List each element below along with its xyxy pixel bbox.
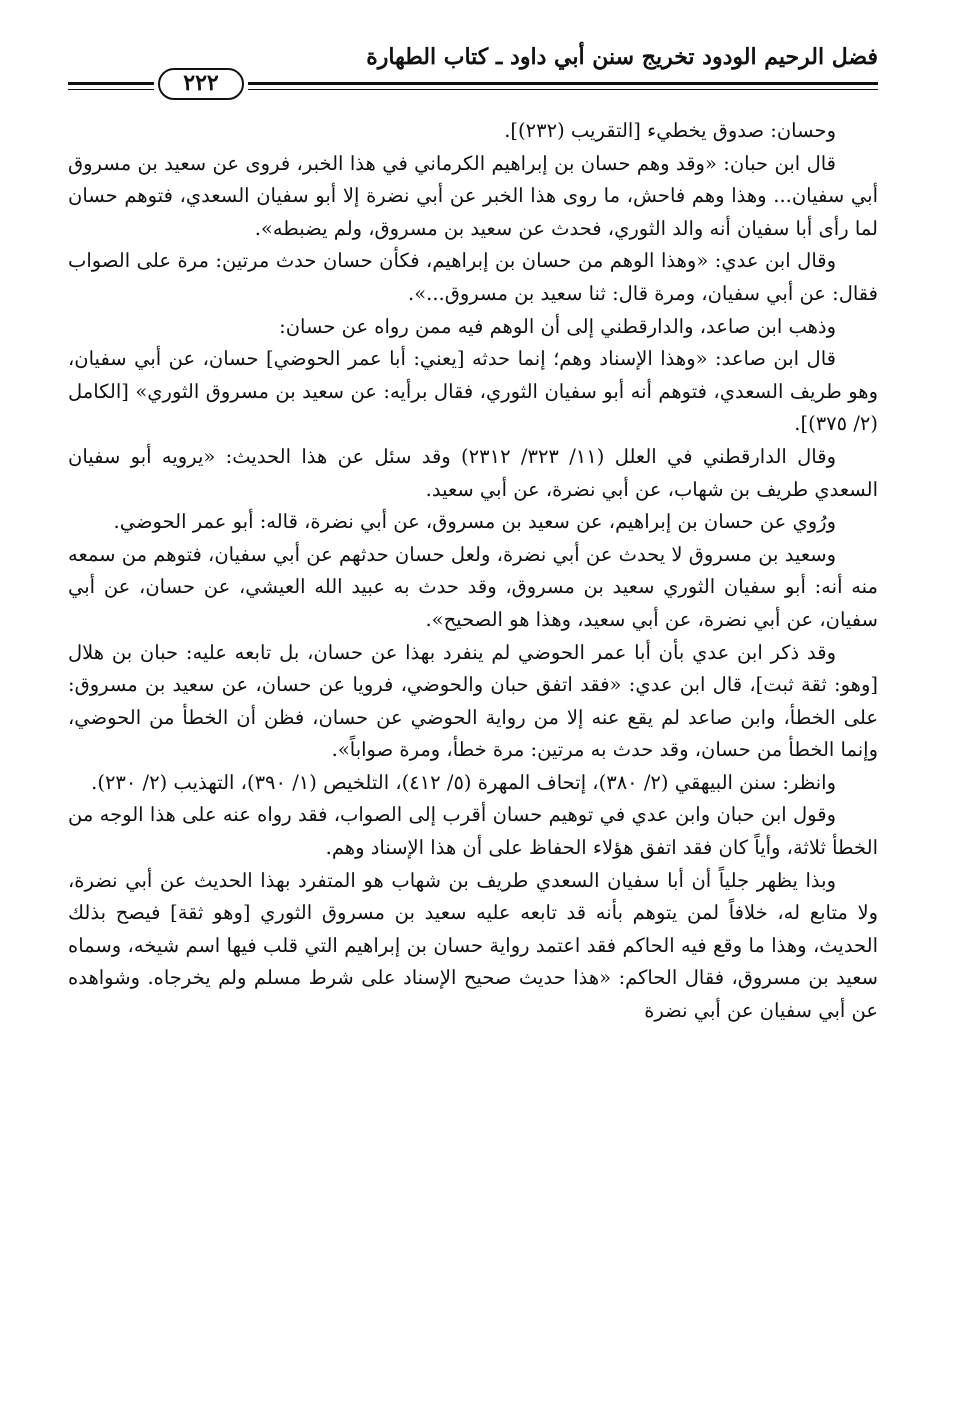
paragraph: وذهب ابن صاعد، والدارقطني إلى أن الوهم فيه ممن رواه عن حسان: [279,314,836,338]
paragraph: قال ابن صاعد: «وهذا الإسناد وهم؛ إنما حدثه [يعني: أبا عمر الحوضي] حسان، عن أبي سفيان، وهو طريف السعدي، فتوهم أنه أبو سفيان الثوري، فقال برأيه: عن سعيد بن مسروق الثوري» [الكامل (٢/ ٣٧٥)]. [68,347,878,436]
paragraph: وانظر: سنن البيهقي (٢/ ٣٨٠)، إتحاف المهرة (٥/ ٤١٢)، التلخيص (١/ ٣٩٠)، التهذيب (٢/ ٢٣٠). [91,770,836,794]
page-number-badge [154,66,248,102]
paragraph: ورُوي عن حسان بن إبراهيم، عن سعيد بن مسروق، عن أبي نضرة، قاله: أبو عمر الحوضي. [113,510,836,534]
paragraph: وقول ابن حبان وابن عدي في توهيم حسان أقرب إلى الصواب، فقد رواه عنه على هذا الوجه من الخطأ ثلاثة، وأياً كان فقد اتفق هؤلاء الحفاظ على أن هذا الإسناد وهم. [68,803,878,860]
paragraph: قال ابن حبان: «وقد وهم حسان بن إبراهيم الكرماني في هذا الخبر، فروى عن سعيد بن مسروق أبي سفيان... وهذا وهم فاحش، ما روى هذا الخبر عن أبي نضرة إلا أبو سفيان السعدي، فتوهم حسان لما رأى أبا سفيان أنه والد الثوري، فحدث عن سعيد بن مسروق، ولم يضبطه». [68,151,878,240]
paragraph: وحسان: صدوق يخطيء [التقريب (٢٣٢)]. [504,119,836,142]
page-header [68,40,878,100]
paragraph: وسعيد بن مسروق لا يحدث عن أبي نضرة، ولعل حسان حدثهم عن أبي سفيان، فتوهم من سمعه منه أنه: أبو سفيان الثوري سعيد بن مسروق، وقد حدث به عبيد الله العيشي، عن حسان، عن أبي سفيان، عن أبي نضرة، عن أبي سعيد، وهذا هو الصحيح». [68,542,878,631]
paragraph: وبذا يظهر جلياً أن أبا سفيان السعدي طريف بن شهاب هو المتفرد بهذا الحديث عن أبي نضرة، ولا متابع له، خلافاً لمن يتوهم بأنه قد تابعه عليه سعيد بن مسروق الثوري [وهو ثقة] فيصح بذلك الحديث، وهذا ما وقع فيه الحاكم فقد اعتمد رواية حسان بن إبراهيم التي قلب فيها اسم شيخه، وسماه سعيد بن مسروق، فقال الحاكم: «هذا حديث صحيح الإسناد على شرط مسلم ولم يخرجاه. وشواهده عن أبي سفيان عن أبي نضرة [68,868,878,1023]
paragraph: وقال ابن عدي: «وهذا الوهم من حسان بن إبراهيم، فكأن حسان حدث مرتين: مرة على الصواب فقال: عن أبي سفيان، ومرة قال: ثنا سعيد بن مسروق...». [68,249,878,305]
paragraph: وقد ذكر ابن عدي بأن أبا عمر الحوضي لم ينفرد بهذا عن حسان، بل تابعه عليه: حبان بن هلال [وهو: ثقة ثبت]، قال ابن عدي: «فقد اتفق حبان والحوضي، فرويا عن حسان، عن سعيد بن مسروق: على الخطأ، وابن صاعد لم يقع عنه إلا من رواية الحوضي عن حسان، فظن أن الخطأ من الحوضي، وإنما الخطأ من حسان، وقد حدث به مرتين: مرة خطأ، ومرة صواباً». [68,640,878,762]
running-title: فضل الرحيم الودود تخريج سنن أبي داود ـ كتاب الطهارة [366,44,878,70]
page-body [68,115,878,1028]
paragraph: وقال الدارقطني في العلل (١١/ ٣٢٣/ ٢٣١٢) وقد سئل عن هذا الحديث: «يرويه أبو سفيان السعدي طريف بن شهاب، عن أبي نضرة، عن أبي سعيد. [68,444,878,501]
page-number: ٢٢٢ [183,70,219,96]
